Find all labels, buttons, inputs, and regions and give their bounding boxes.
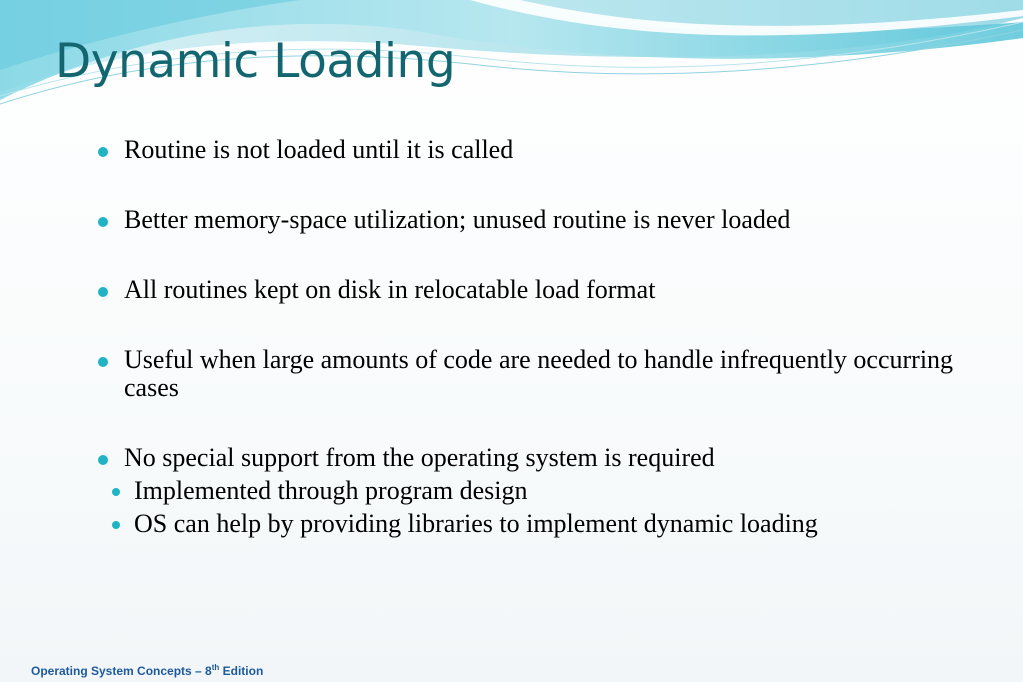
bullet-item xyxy=(96,206,996,234)
sub-bullet-item xyxy=(96,476,996,506)
bullet-item xyxy=(96,444,996,539)
bullet-text: Useful when large amounts of code are needed to handle infrequently occurring cases xyxy=(124,345,954,402)
sub-bullet-list xyxy=(124,476,996,539)
bullet-dot-icon xyxy=(98,287,108,297)
bullet-text: No special support from the operating system is required xyxy=(124,443,715,472)
bullet-text: All routines kept on disk in relocatable load format xyxy=(124,275,656,304)
footer-prefix: Operating System Concepts – 8 xyxy=(31,664,212,678)
sub-bullet-text: Implemented through program design xyxy=(134,476,528,505)
bullet-item xyxy=(96,276,996,304)
sub-bullet-dot-icon xyxy=(112,488,120,496)
footer-superscript: th xyxy=(211,663,220,672)
bullet-text: Routine is not loaded until it is called xyxy=(124,135,514,164)
sub-bullet-item xyxy=(96,509,996,539)
bullet-dot-icon xyxy=(98,217,108,227)
bullet-list xyxy=(96,136,996,539)
slide-footer xyxy=(31,663,263,679)
bullet-dot-icon xyxy=(98,357,108,367)
bullet-dot-icon xyxy=(98,147,108,157)
bullet-text: Better memory-space utilization; unused routine is never loaded xyxy=(124,205,791,234)
slide-title: Dynamic Loading xyxy=(55,34,456,89)
footer-suffix: Edition xyxy=(219,664,264,678)
bullet-item xyxy=(96,346,996,402)
bullet-item xyxy=(96,136,996,164)
sub-bullet-text: OS can help by providing libraries to implement dynamic loading xyxy=(134,509,818,538)
sub-bullet-dot-icon xyxy=(112,521,120,529)
bullet-dot-icon xyxy=(98,455,108,465)
